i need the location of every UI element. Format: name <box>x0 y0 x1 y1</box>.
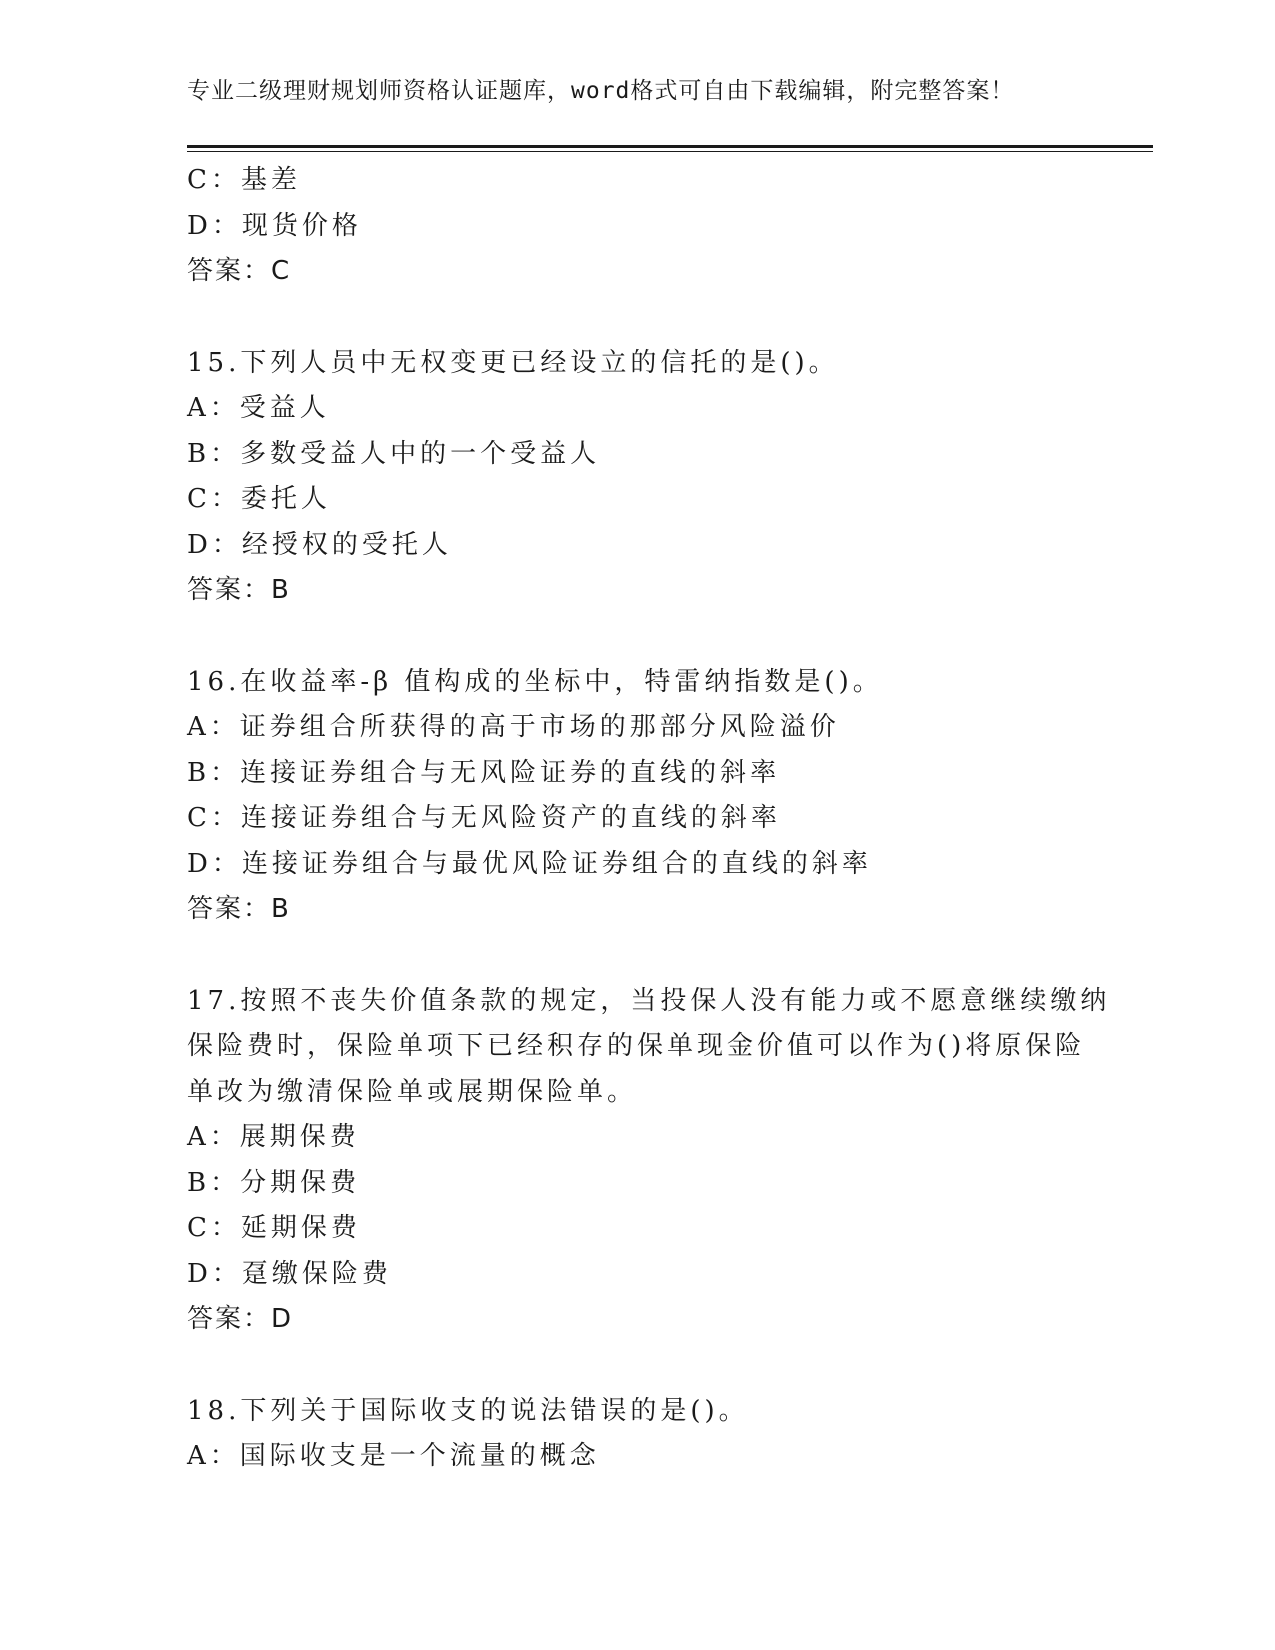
block-spacer <box>187 614 1087 660</box>
option-a: A：受益人 <box>187 393 330 423</box>
option-d: D：连接证券组合与最优风险证券组合的直线的斜率 <box>187 848 872 879</box>
question-stem: 单改为缴清保险单或展期保险单。 <box>187 1076 638 1107</box>
answer-line: 答案：D <box>187 1304 294 1334</box>
header-rule-thick <box>187 145 1153 148</box>
question-stem: 18.下列关于国际收支的说法错误的是()。 <box>187 1395 749 1426</box>
page-header: 专业二级理财规划师资格认证题库，word格式可自由下载编辑，附完整答案！ <box>187 78 1015 104</box>
option-b: B：多数受益人中的一个受益人 <box>187 438 601 469</box>
option-c: C：基差 <box>187 165 301 195</box>
question-stem: 15.下列人员中无权变更已经设立的信托的是()。 <box>187 347 839 378</box>
header-rule-thin <box>187 151 1153 152</box>
option-a: A：证券组合所获得的高于市场的那部分风险溢价 <box>187 712 840 742</box>
option-d: D：趸缴保险费 <box>187 1258 392 1289</box>
option-b: B：分期保费 <box>187 1167 361 1198</box>
block-spacer <box>187 1343 1087 1389</box>
option-c: C：延期保费 <box>187 1213 361 1243</box>
option-a: A：展期保费 <box>187 1122 360 1152</box>
question-list <box>187 158 1111 1480</box>
block-spacer <box>187 295 1087 341</box>
question-block <box>187 341 1087 614</box>
option-d: D：现货价格 <box>187 210 362 241</box>
answer-line: 答案：B <box>187 894 291 924</box>
question-stem: 16.在收益率-β 值构成的坐标中，特雷纳指数是()。 <box>187 666 883 697</box>
answer-line: 答案：B <box>187 575 291 605</box>
option-d: D：经授权的受托人 <box>187 529 452 560</box>
block-spacer <box>187 933 1087 979</box>
question-block <box>187 1389 1087 1480</box>
question-stem: 17.按照不丧失价值条款的规定，当投保人没有能力或不愿意继续缴纳 <box>187 985 1111 1016</box>
option-c: C：委托人 <box>187 484 331 514</box>
option-c: C：连接证券组合与无风险资产的直线的斜率 <box>187 803 781 833</box>
question-block <box>187 158 1087 295</box>
question-block <box>187 660 1087 933</box>
option-b: B：连接证券组合与无风险证券的直线的斜率 <box>187 757 781 788</box>
question-block <box>187 979 1111 1343</box>
answer-line: 答案：C <box>187 256 292 286</box>
option-a: A：国际收支是一个流量的概念 <box>187 1441 600 1471</box>
question-stem: 保险费时，保险单项下已经积存的保单现金价值可以作为()将原保险 <box>187 1031 1086 1061</box>
